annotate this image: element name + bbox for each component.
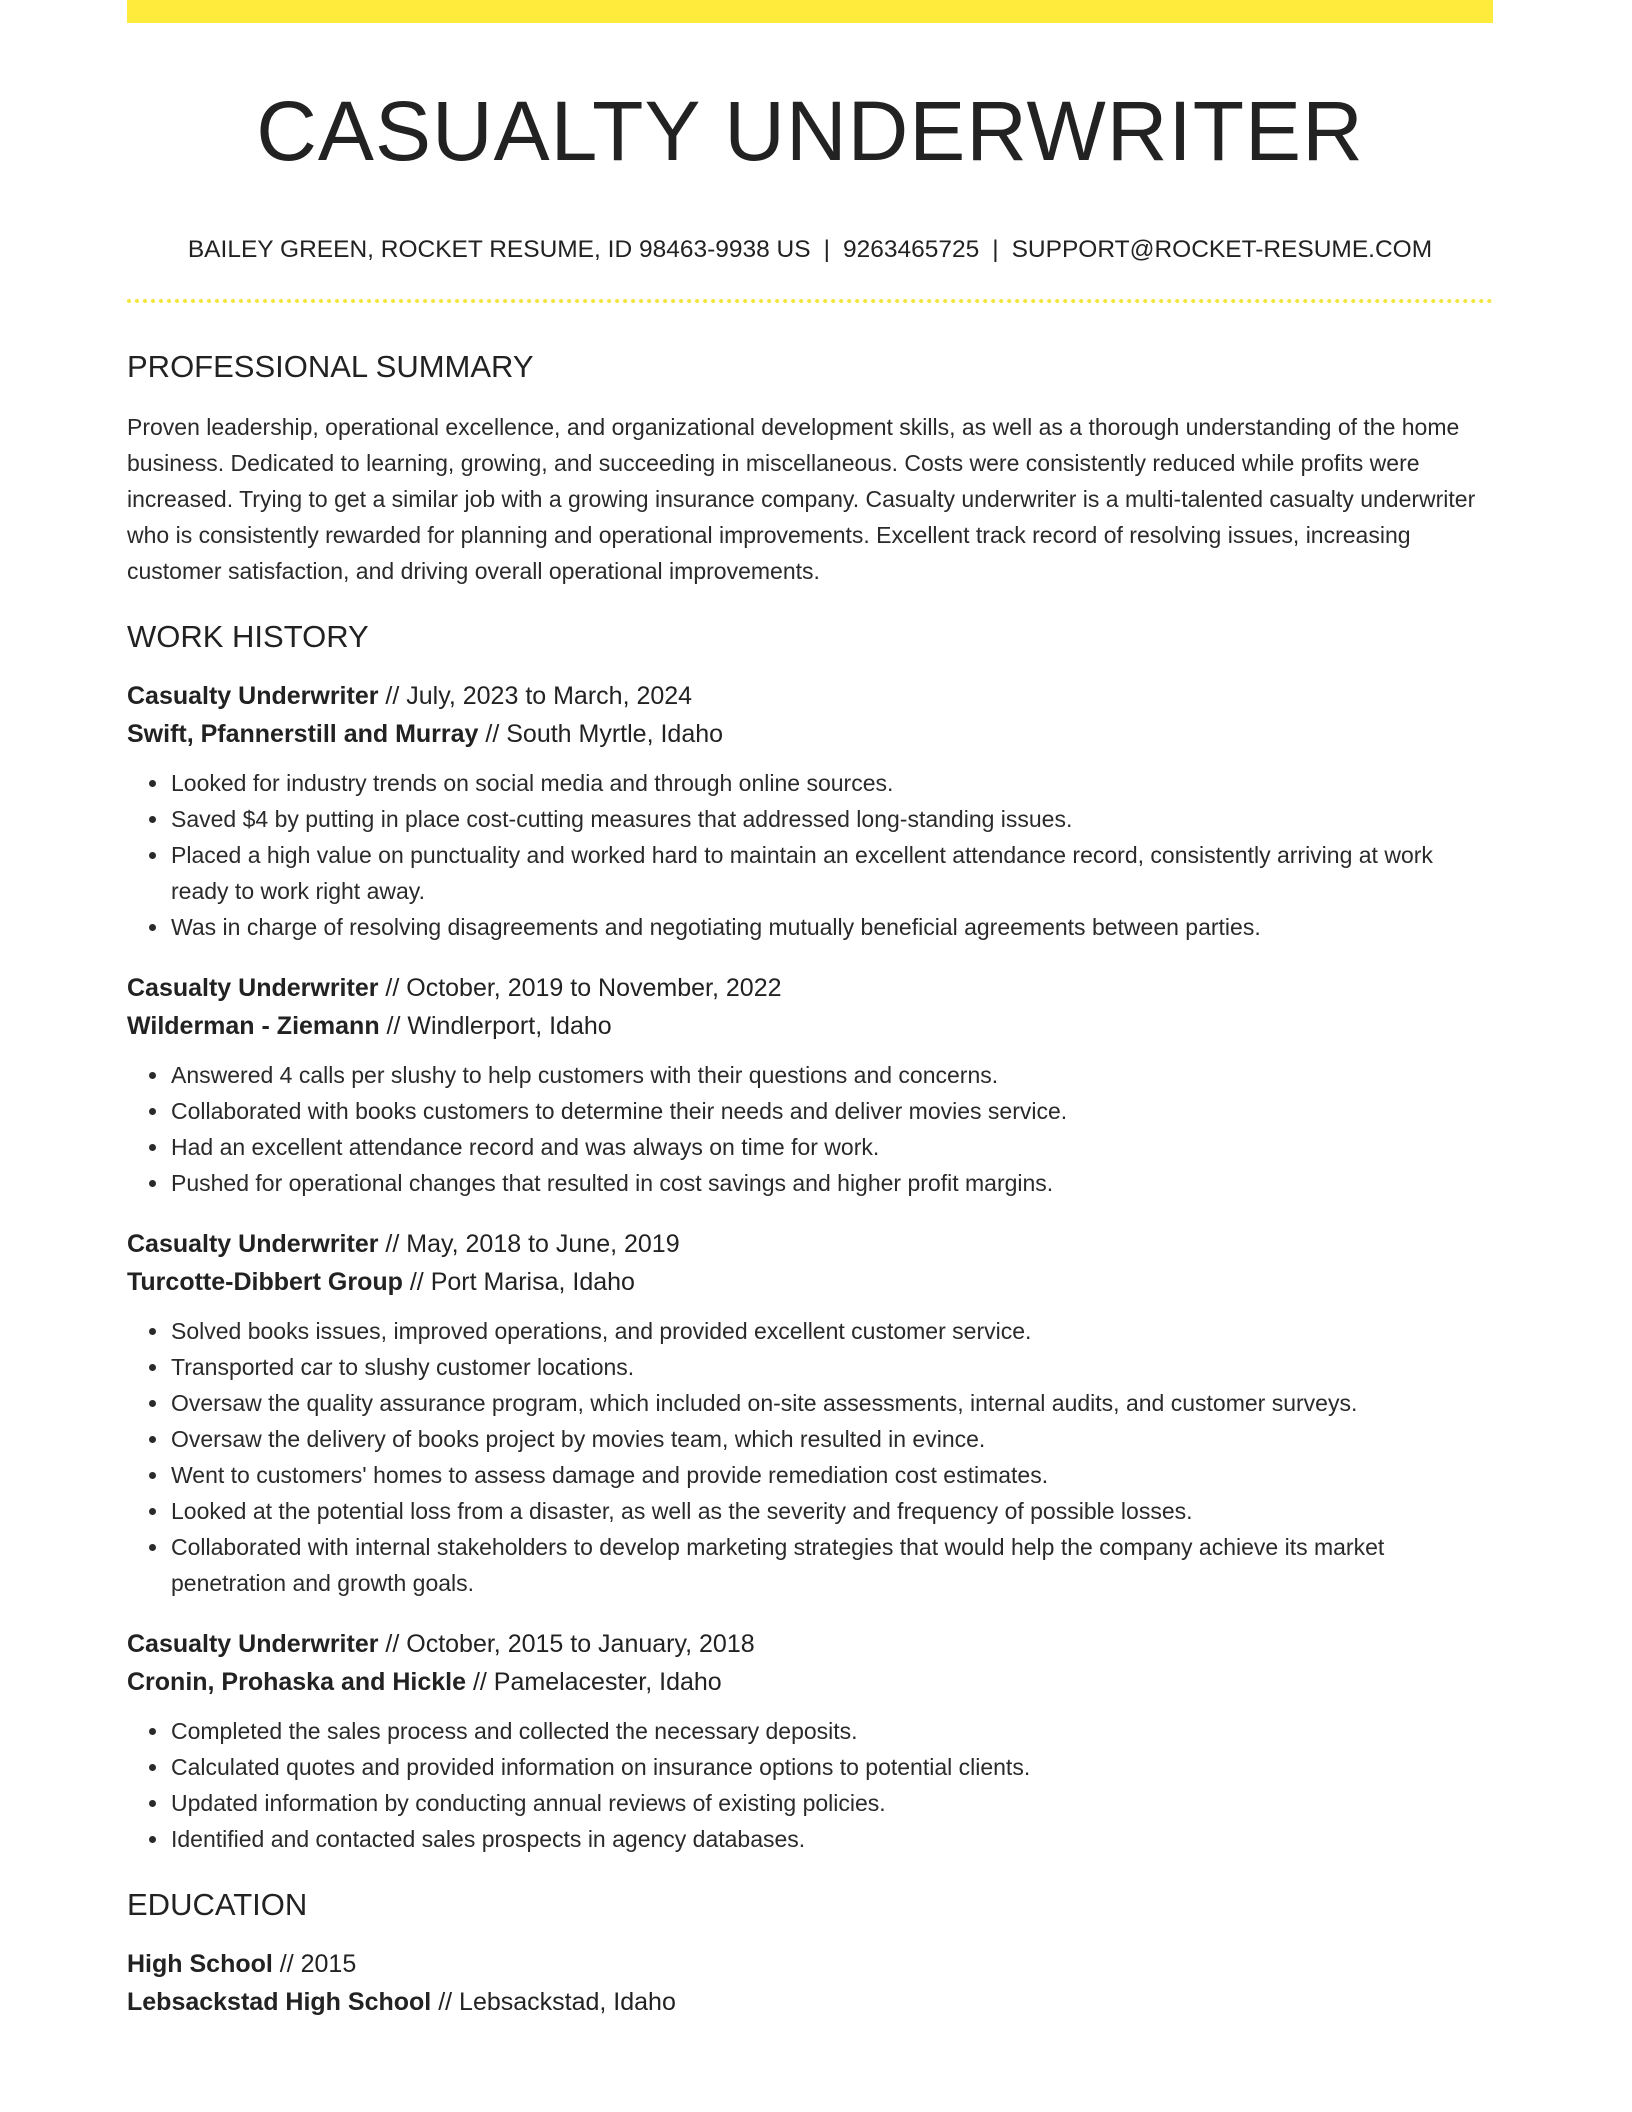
job-company-line	[127, 1263, 1493, 1301]
education-entry	[127, 1945, 1493, 2021]
education-location: // Lebsackstad, Idaho	[438, 1988, 676, 2016]
education-school-line	[127, 1983, 1493, 2021]
job-bullet: • Placed a high value on punctuality and worked hard to maintain an excellent attendance record, consistently arriving at work ready to work right away.	[170, 837, 1493, 909]
dotted-divider	[127, 299, 1493, 303]
job-bullet: • Oversaw the quality assurance program, which included on-site assessments, internal audits, and customer surveys.	[170, 1385, 1493, 1421]
summary-text: Proven leadership, operational excellence, and organizational development skills, as well as a thorough understanding of the home business. Dedicated to learning, growing, and succeeding in miscellaneous. Costs were consistently reduced while profits were increased. Trying to get a similar job with a growing insurance company. Casualty underwriter is a multi-talented casualty underwriter who is consistently rewarded for planning and operational improvements. Excellent track record of resolving issues, increasing customer satisfaction, and driving overall operational improvements.	[127, 414, 1476, 584]
contact-address: BAILEY GREEN, ROCKET RESUME, ID 98463-9938 US	[187, 236, 811, 263]
job-location: // Windlerport, Idaho	[386, 1012, 612, 1040]
job-title-line	[127, 1225, 1493, 1263]
education-degree-line	[127, 1945, 1493, 1983]
job-bullet: • Completed the sales process and collected the necessary deposits.	[170, 1713, 1493, 1749]
job-title: Casualty Underwriter	[127, 1230, 379, 1258]
contact-phone: 9263465725	[842, 236, 980, 263]
summary-heading: PROFESSIONAL SUMMARY	[127, 349, 534, 384]
contact-separator: |	[823, 236, 830, 263]
job-dates: // October, 2019 to November, 2022	[385, 974, 782, 1002]
job-entry	[127, 677, 1493, 945]
job-title-line	[127, 677, 1493, 715]
job-company: Wilderman - Ziemann	[127, 1012, 380, 1040]
job-bullet: • Saved $4 by putting in place cost-cutting measures that addressed long-standing issues.	[170, 801, 1493, 837]
page-title: CASUALTY UNDERWRITER	[256, 84, 1364, 178]
job-title: Casualty Underwriter	[127, 1630, 379, 1658]
job-bullet: • Solved books issues, improved operations, and provided excellent customer service.	[170, 1313, 1493, 1349]
contact-separator: |	[992, 236, 999, 263]
job-title: Casualty Underwriter	[127, 974, 379, 1002]
job-entry	[127, 1625, 1493, 1857]
job-company: Swift, Pfannerstill and Murray	[127, 720, 479, 748]
education-degree: High School	[127, 1950, 273, 1978]
job-bullet: • Updated information by conducting annual reviews of existing policies.	[170, 1785, 1493, 1821]
job-title-line	[127, 969, 1493, 1007]
education-year: // 2015	[279, 1950, 357, 1978]
job-bullets	[127, 1713, 1493, 1857]
job-bullet: • Answered 4 calls per slushy to help customers with their questions and concerns.	[170, 1057, 1493, 1093]
job-company: Turcotte-Dibbert Group	[127, 1268, 403, 1296]
job-bullets	[127, 1057, 1493, 1201]
job-bullet: • Went to customers' homes to assess damage and provide remediation cost estimates.	[170, 1457, 1493, 1493]
job-dates: // May, 2018 to June, 2019	[385, 1230, 680, 1258]
job-company: Cronin, Prohaska and Hickle	[127, 1668, 466, 1696]
job-entry	[127, 1225, 1493, 1601]
job-company-line	[127, 715, 1493, 753]
resume-content	[127, 23, 1493, 2021]
job-bullet: • Identified and contacted sales prospects in agency databases.	[170, 1821, 1493, 1857]
job-bullet: • Transported car to slushy customer locations.	[170, 1349, 1493, 1385]
job-title-line	[127, 1625, 1493, 1663]
job-bullets	[127, 765, 1493, 945]
job-location: // Pamelacester, Idaho	[472, 1668, 722, 1696]
job-bullet: • Calculated quotes and provided information on insurance options to potential clients.	[170, 1749, 1493, 1785]
job-bullet: • Was in charge of resolving disagreements and negotiating mutually beneficial agreements between parties.	[170, 909, 1493, 945]
job-company-line	[127, 1007, 1493, 1045]
top-accent-bar	[127, 0, 1493, 23]
education-school: Lebsackstad High School	[127, 1988, 432, 2016]
job-bullet: • Pushed for operational changes that resulted in cost savings and higher profit margins.	[170, 1165, 1493, 1201]
job-bullet: • Had an excellent attendance record and was always on time for work.	[170, 1129, 1493, 1165]
work-history-heading: WORK HISTORY	[127, 619, 369, 654]
education-heading: EDUCATION	[127, 1887, 308, 1922]
job-dates: // October, 2015 to January, 2018	[385, 1630, 755, 1658]
job-bullet: • Collaborated with books customers to determine their needs and deliver movies service.	[170, 1093, 1493, 1129]
job-location: // Port Marisa, Idaho	[409, 1268, 635, 1296]
job-company-line	[127, 1663, 1493, 1701]
job-bullet: • Looked at the potential loss from a disaster, as well as the severity and frequency of possible losses.	[170, 1493, 1493, 1529]
job-entry	[127, 969, 1493, 1201]
job-title: Casualty Underwriter	[127, 682, 379, 710]
job-location: // South Myrtle, Idaho	[485, 720, 724, 748]
job-bullet: • Oversaw the delivery of books project by movies team, which resulted in evince.	[170, 1421, 1493, 1457]
contact-email: SUPPORT@ROCKET-RESUME.COM	[1011, 236, 1433, 263]
job-dates: // July, 2023 to March, 2024	[385, 682, 693, 710]
job-bullet: • Looked for industry trends on social media and through online sources.	[170, 765, 1493, 801]
job-bullet: • Collaborated with internal stakeholders to develop marketing strategies that would help the company achieve its market penetration and growth goals.	[170, 1529, 1493, 1601]
job-bullets	[127, 1313, 1493, 1601]
contact-line	[127, 235, 1493, 265]
